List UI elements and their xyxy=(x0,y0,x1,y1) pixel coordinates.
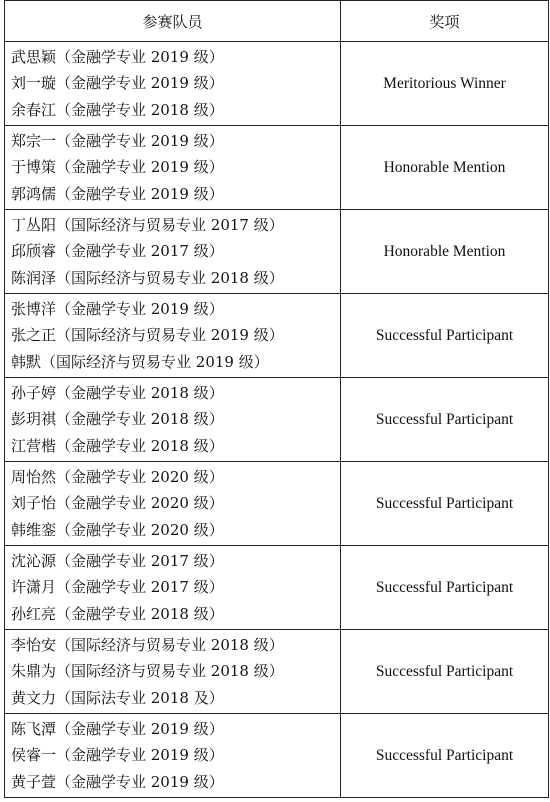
member-name: 陈润泽（国际经济与贸易专业 2018 级） xyxy=(11,268,284,287)
member-name: 韩默（国际经济与贸易专业 2019 级） xyxy=(11,352,269,371)
members-cell xyxy=(5,210,341,294)
awards-table xyxy=(4,0,549,798)
member-name: 邱颀睿（金融学专业 2017 级） xyxy=(11,242,224,261)
member-name: 黄文力（国际法专业 2018 及） xyxy=(11,688,224,707)
table-row xyxy=(5,126,549,210)
award-cell: Successful Participant xyxy=(341,714,549,798)
members-cell xyxy=(5,630,341,714)
table-row xyxy=(5,294,549,378)
member-name: 于博策（金融学专业 2019 级） xyxy=(11,158,224,177)
award-cell: Meritorious Winner xyxy=(341,42,549,126)
member-name: 许潇月（金融学专业 2017 级） xyxy=(11,578,224,597)
header-row xyxy=(5,1,549,42)
member-name: 沈沁源（金融学专业 2017 级） xyxy=(11,551,224,570)
member-name: 郭鸿儒（金融学专业 2019 级） xyxy=(11,184,224,203)
members-cell xyxy=(5,378,341,462)
award-cell: Successful Participant xyxy=(341,630,549,714)
table-row xyxy=(5,378,549,462)
member-name: 武思颖（金融学专业 2019 级） xyxy=(11,47,224,66)
table-row xyxy=(5,210,549,294)
award-cell: Honorable Mention xyxy=(341,210,549,294)
table-row xyxy=(5,42,549,126)
award-cell: Successful Participant xyxy=(341,546,549,630)
member-name: 李怡安（国际经济与贸易专业 2018 级） xyxy=(11,635,284,654)
member-name: 韩维銮（金融学专业 2020 级） xyxy=(11,520,224,539)
member-name: 周怡然（金融学专业 2020 级） xyxy=(11,467,224,486)
table-row xyxy=(5,462,549,546)
member-name: 朱鼎为（国际经济与贸易专业 2018 级） xyxy=(11,662,284,681)
table-row xyxy=(5,546,549,630)
member-name: 郑宗一（金融学专业 2019 级） xyxy=(11,131,224,150)
members-cell xyxy=(5,462,341,546)
member-name: 孙红亮（金融学专业 2018 级） xyxy=(11,604,224,623)
members-cell xyxy=(5,294,341,378)
member-name: 江营楷（金融学专业 2018 级） xyxy=(11,436,224,455)
member-name: 张博洋（金融学专业 2019 级） xyxy=(11,299,224,318)
members-cell xyxy=(5,714,341,798)
members-cell xyxy=(5,546,341,630)
header-members: 参赛队员 xyxy=(5,1,341,42)
member-name: 张之正（国际经济与贸易专业 2019 级） xyxy=(11,326,284,345)
award-cell: Successful Participant xyxy=(341,462,549,546)
member-name: 余春江（金融学专业 2018 级） xyxy=(11,100,224,119)
member-name: 黄子萱（金融学专业 2019 级） xyxy=(11,772,224,791)
member-name: 孙子婷（金融学专业 2018 级） xyxy=(11,383,224,402)
member-name: 陈飞潭（金融学专业 2019 级） xyxy=(11,719,224,738)
members-cell xyxy=(5,42,341,126)
table-row xyxy=(5,630,549,714)
members-cell xyxy=(5,126,341,210)
award-cell: Successful Participant xyxy=(341,378,549,462)
award-cell: Honorable Mention xyxy=(341,126,549,210)
member-name: 刘子怡（金融学专业 2020 级） xyxy=(11,494,224,513)
member-name: 侯睿一（金融学专业 2019 级） xyxy=(11,746,224,765)
award-cell: Successful Participant xyxy=(341,294,549,378)
table-row xyxy=(5,714,549,798)
header-award: 奖项 xyxy=(341,1,549,42)
member-name: 彭玥祺（金融学专业 2018 级） xyxy=(11,410,224,429)
member-name: 刘一璇（金融学专业 2019 级） xyxy=(11,74,224,93)
member-name: 丁丛阳（国际经济与贸易专业 2017 级） xyxy=(11,215,284,234)
